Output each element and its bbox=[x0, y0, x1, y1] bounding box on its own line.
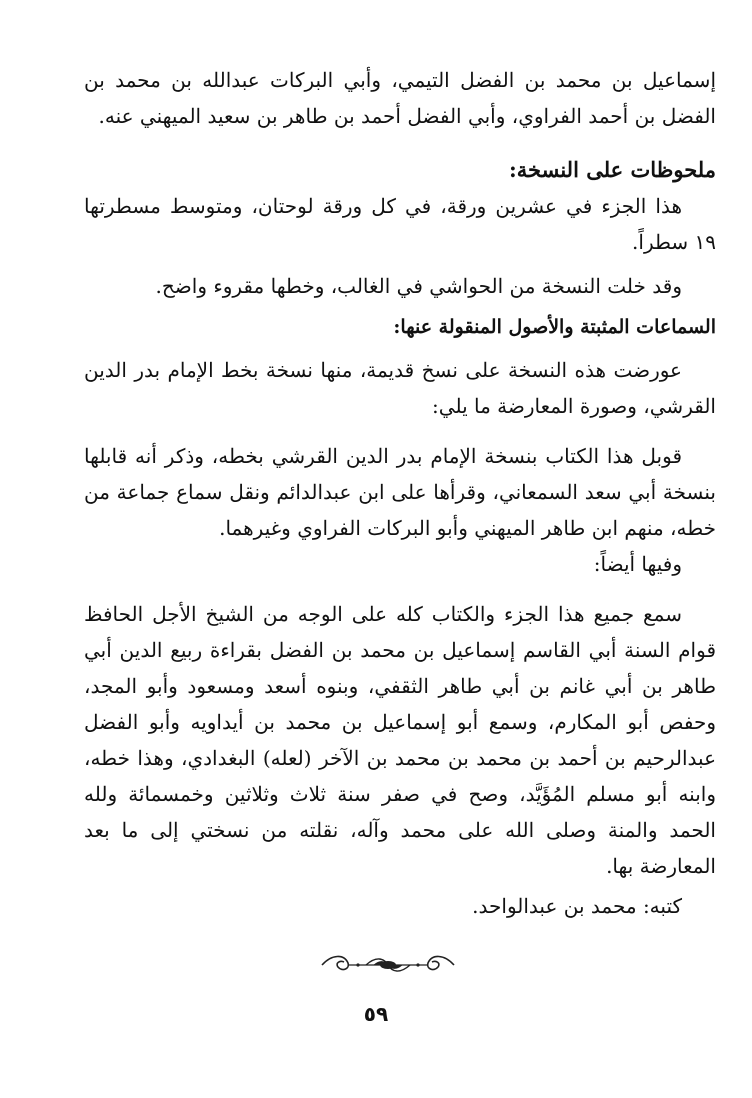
continuation-paragraph: إسماعيل بن محمد بن الفضل التيمي، وأبي البركات عبدالله بن محمد بن الفضل بن أحمد الفراوي، وأبي الفضل أحمد بن طاهر بن سعيد الميهني عنه. bbox=[84, 68, 716, 128]
signature-line: كتبه: محمد بن عبدالواحد. bbox=[472, 894, 682, 918]
ornament-divider-icon bbox=[318, 950, 458, 980]
page-number: ٥٩ bbox=[363, 1002, 389, 1026]
also-label: وفيها أيضاً: bbox=[593, 552, 682, 576]
audit-heading: السماعات المثبتة والأصول المنقولة عنها: bbox=[393, 316, 716, 338]
page-body bbox=[84, 62, 716, 924]
notes-heading: ملحوظات على النسخة: bbox=[509, 157, 716, 182]
notes-paragraph-folios: هذا الجزء في عشرين ورقة، في كل ورقة لوحتان، ومتوسط مسطرتها ١٩ سطراً. bbox=[84, 194, 716, 254]
audit-paragraph-intro: عورضت هذه النسخة على نسخ قديمة، منها نسخة بخط الإمام بدر الدين القرشي، وصورة المعارضة ما يلي: bbox=[84, 358, 716, 418]
sama-paragraph: سمع جميع هذا الجزء والكتاب كله على الوجه من الشيخ الأجل الحافظ قوام السنة أبي القاسم إسماعيل بن محمد بن الفضل بقراءة ربيع الدين أبي طاهر بن أبي غانم بن أبي طاهر الثقفي، وبنوه أسعد ومسعود وأبو المجد، وحفص أبو المكارم، وسمع أبو إسماعيل بن محمد بن أيداويه وأبو الفضل عبدالرحيم بن أحمد بن محمد بن محمد بن الآخر (لعله) البغدادي، وهذا خطه، وابنه أبو مسلم المُؤَيَّد، وصح في صفر سنة ثلاث وثلاثين وخمسمائة ولله الحمد والمنة وصلى الله على محمد وآله، نقلته من نسختي إلى ما بعد المعارضة بها. bbox=[84, 602, 716, 878]
notes-paragraph-margins: وقد خلت النسخة من الحواشي في الغالب، وخطها مقروء واضح. bbox=[155, 274, 682, 298]
audit-paragraph-collation: قوبل هذا الكتاب بنسخة الإمام بدر الدين القرشي بخطه، وذكر أنه قابلها بنسخة أبي سعد السمعاني، وقرأها على ابن عبدالدائم ونقل سماع جماعة من خطه، منهم ابن طاهر الميهني وأبو البركات الفراوي وغيرهما. bbox=[84, 444, 716, 540]
